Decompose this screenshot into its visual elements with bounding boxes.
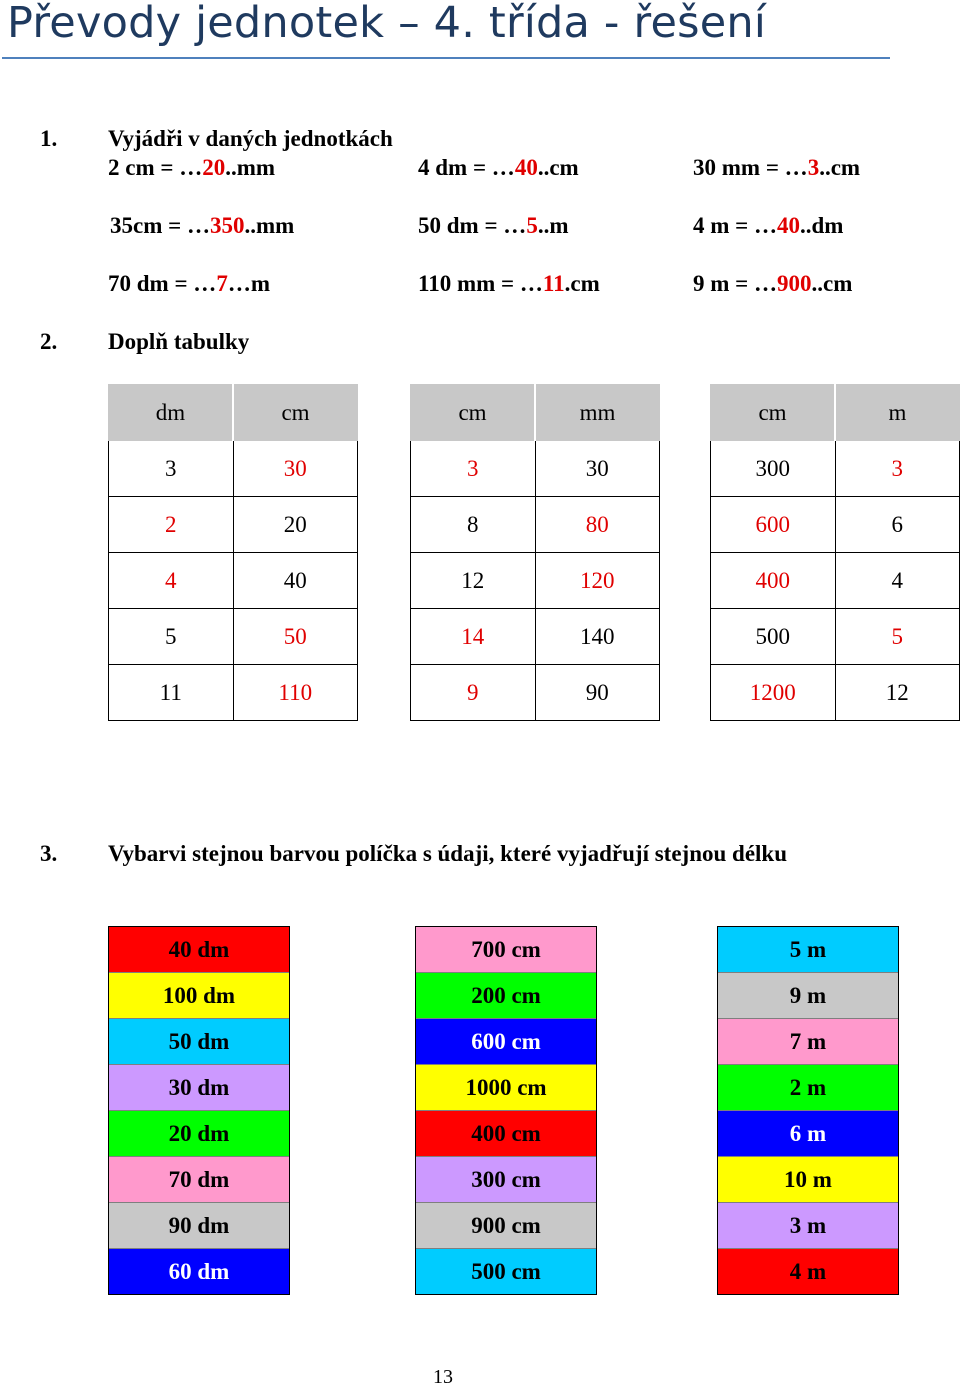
table-cell: 5 [109,609,234,665]
color-cell[interactable]: 90 dm [109,1203,289,1249]
exercise-item: 35cm = …350..mm [110,213,295,238]
answer: 40 [514,155,538,180]
table-cell: 12 [411,553,536,609]
table-cell-answer: 600 [711,497,836,553]
table-cell-answer: 120 [535,553,660,609]
table-cell-answer: 14 [411,609,536,665]
answer: 20 [202,155,226,180]
table-header: cm [411,385,536,441]
table-cell: 4 [835,553,960,609]
section-1-number: 1. [40,126,58,151]
table-cell-answer: 1200 [711,665,836,721]
conversion-table-cm-mm [410,384,660,721]
color-cell[interactable]: 9 m [718,973,898,1019]
color-cell[interactable]: 700 cm [416,927,596,973]
exercise-item: 50 dm = …5..m [418,213,569,238]
section-1-title: Vyjádři v daných jednotkách [108,126,393,151]
color-cell[interactable]: 500 cm [416,1249,596,1294]
answer: 40 [777,213,801,238]
color-cell[interactable]: 900 cm [416,1203,596,1249]
exercise-item: 30 mm = …3..cm [693,155,861,180]
table-cell-answer: 2 [109,497,234,553]
color-column-dm [108,926,290,1295]
table-cell: 8 [411,497,536,553]
answer: 5 [526,213,538,238]
color-cell[interactable]: 300 cm [416,1157,596,1203]
table-cell-answer: 3 [411,441,536,497]
section-3-title: Vybarvi stejnou barvou políčka s údaji, které vyjadřují stejnou délku [108,841,788,866]
exercise-item: 2 cm = …20..mm [108,155,276,180]
table-cell-answer: 400 [711,553,836,609]
color-cell[interactable]: 200 cm [416,973,596,1019]
section-2-title: Doplň tabulky [108,329,250,354]
table-header: mm [535,385,660,441]
exercise-item: 9 m = …900..cm [693,271,853,296]
table-cell-answer: 5 [835,609,960,665]
table-header: cm [711,385,836,441]
answer: 7 [216,271,228,296]
table-cell-answer: 30 [233,441,358,497]
color-cell[interactable]: 10 m [718,1157,898,1203]
color-cell[interactable]: 2 m [718,1065,898,1111]
title-underline [2,57,890,59]
table-header: cm [233,385,358,441]
page-number: 13 [433,1366,453,1388]
answer: 350 [209,213,245,238]
color-cell[interactable]: 4 m [718,1249,898,1294]
color-cell[interactable]: 60 dm [109,1249,289,1294]
section-2-number: 2. [40,329,58,354]
table-cell-answer: 50 [233,609,358,665]
table-cell: 300 [711,441,836,497]
table-cell: 90 [535,665,660,721]
color-cell[interactable]: 70 dm [109,1157,289,1203]
answer: 900 [777,271,812,296]
color-column-m [717,926,899,1295]
color-cell[interactable]: 5 m [718,927,898,973]
table-cell-answer: 80 [535,497,660,553]
color-cell[interactable]: 30 dm [109,1065,289,1111]
table-cell: 140 [535,609,660,665]
table-cell-answer: 9 [411,665,536,721]
exercise-item: 4 dm = …40..cm [418,155,579,180]
color-cell[interactable]: 20 dm [109,1111,289,1157]
color-cell[interactable]: 3 m [718,1203,898,1249]
exercise-item: 4 m = …40..dm [693,213,844,238]
table-header: dm [109,385,234,441]
color-cell[interactable]: 100 dm [109,973,289,1019]
color-column-cm [415,926,597,1295]
color-cell[interactable]: 50 dm [109,1019,289,1065]
table-cell: 20 [233,497,358,553]
table-cell: 500 [711,609,836,665]
section-3-number: 3. [40,841,58,866]
table-cell: 3 [109,441,234,497]
conversion-table-dm-cm [108,384,358,721]
table-cell: 6 [835,497,960,553]
exercise-item: 70 dm = …7…m [108,271,270,296]
color-cell[interactable]: 40 dm [109,927,289,973]
color-cell[interactable]: 600 cm [416,1019,596,1065]
page-title: Převody jednotek – 4. třída - řešení [7,0,766,48]
color-cell[interactable]: 6 m [718,1111,898,1157]
exercise-item: 110 mm = …11.cm [418,271,600,296]
color-cell[interactable]: 7 m [718,1019,898,1065]
table-cell: 11 [109,665,234,721]
conversion-table-cm-m [710,384,960,721]
table-cell: 30 [535,441,660,497]
table-cell: 12 [835,665,960,721]
table-cell-answer: 110 [233,665,358,721]
answer: 11 [542,271,565,296]
answer: 3 [807,155,820,180]
color-cell[interactable]: 400 cm [416,1111,596,1157]
table-header: m [835,385,960,441]
color-cell[interactable]: 1000 cm [416,1065,596,1111]
table-cell-answer: 3 [835,441,960,497]
table-cell-answer: 4 [109,553,234,609]
table-cell: 40 [233,553,358,609]
